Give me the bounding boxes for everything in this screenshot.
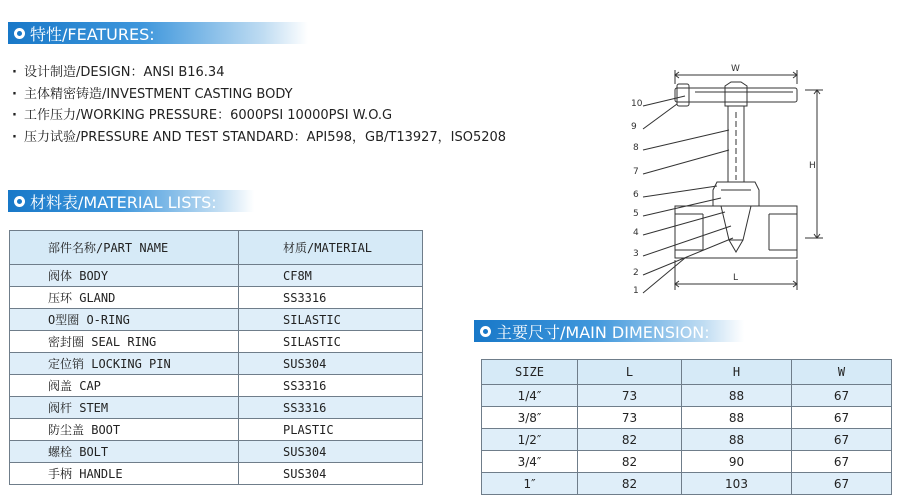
l-cell: 73	[578, 407, 682, 429]
features-title: 特性/FEATURES:	[30, 24, 155, 44]
h-cell: 103	[682, 473, 792, 495]
table-row	[10, 265, 423, 287]
part-label: 1	[633, 286, 639, 296]
size-cell: 1/2″	[482, 429, 578, 451]
feature-item: · 工作压力/WORKING PRESSURE：6000PSI 10000PSI W.O.G	[12, 105, 506, 127]
l-cell: 82	[578, 473, 682, 495]
material-cell: SS3316	[239, 397, 423, 419]
features-list	[12, 62, 506, 148]
bonnet	[713, 182, 759, 206]
part-name-cell: 阀体 BODY	[10, 265, 239, 287]
table-row	[10, 463, 423, 485]
w-header: W	[792, 360, 892, 385]
w-cell: 67	[792, 451, 892, 473]
material-cell: SILASTIC	[239, 309, 423, 331]
part-name-cell: 阀杆 STEM	[10, 397, 239, 419]
size-cell: 3/8″	[482, 407, 578, 429]
w-cell: 67	[792, 385, 892, 407]
size-cell: 3/4″	[482, 451, 578, 473]
h-cell: 88	[682, 429, 792, 451]
material-section-header	[8, 190, 254, 212]
material-cell: SUS304	[239, 463, 423, 485]
w-dimension-label: W	[731, 64, 740, 74]
material-cell: SILASTIC	[239, 331, 423, 353]
feature-item: · 压力试验/PRESSURE AND TEST STANDARD：API598，GB/T13927，ISO5208	[12, 127, 506, 149]
table-row	[482, 451, 892, 473]
needle-valve-drawing	[625, 62, 830, 302]
material-cell: CF8M	[239, 265, 423, 287]
table-row	[10, 397, 423, 419]
material-header: 材质/MATERIAL	[239, 231, 423, 265]
table-row	[482, 473, 892, 495]
size-cell: 1″	[482, 473, 578, 495]
w-cell: 67	[792, 473, 892, 495]
part-name-cell: O型圈 O-RING	[10, 309, 239, 331]
material-cell: SUS304	[239, 353, 423, 375]
table-row	[10, 353, 423, 375]
l-header: L	[578, 360, 682, 385]
dimension-section-header	[474, 320, 744, 342]
part-label: 9	[631, 122, 637, 132]
part-name-cell: 密封圈 SEAL RING	[10, 331, 239, 353]
part-label: 6	[633, 190, 639, 200]
w-cell: 67	[792, 407, 892, 429]
part-label: 2	[633, 268, 639, 278]
part-label: 7	[633, 167, 639, 177]
w-cell: 67	[792, 429, 892, 451]
part-name-header: 部件名称/PART NAME	[10, 231, 239, 265]
table-row	[482, 407, 892, 429]
part-name-cell: 阀盖 CAP	[10, 375, 239, 397]
l-cell: 82	[578, 451, 682, 473]
table-row	[10, 441, 423, 463]
feature-item: · 主体精密铸造/INVESTMENT CASTING BODY	[12, 84, 506, 106]
part-label: 3	[633, 249, 639, 259]
part-name-cell: 压环 GLAND	[10, 287, 239, 309]
part-label: 4	[633, 228, 639, 238]
l-cell: 82	[578, 429, 682, 451]
size-cell: 1/4″	[482, 385, 578, 407]
h-cell: 88	[682, 407, 792, 429]
bullet-icon	[14, 196, 25, 207]
part-label: 10	[631, 99, 643, 109]
l-dimension-label: L	[733, 273, 739, 283]
part-name-cell: 定位销 LOCKING PIN	[10, 353, 239, 375]
material-title: 材料表/MATERIAL LISTS:	[30, 192, 217, 212]
dimension-table	[481, 359, 892, 495]
table-row	[10, 419, 423, 441]
dimension-header-row	[482, 360, 892, 385]
l-cell: 73	[578, 385, 682, 407]
bullet-icon	[14, 28, 25, 39]
material-header-row	[10, 231, 423, 265]
features-section-header	[8, 22, 308, 44]
material-cell: SS3316	[239, 287, 423, 309]
part-label: 5	[633, 209, 639, 219]
material-cell: SUS304	[239, 441, 423, 463]
dimension-title: 主要尺寸/MAIN DIMENSION:	[496, 322, 710, 342]
material-table	[9, 230, 423, 485]
h-cell: 90	[682, 451, 792, 473]
table-row	[482, 385, 892, 407]
part-label: 8	[633, 143, 639, 153]
table-row	[10, 331, 423, 353]
part-name-cell: 螺栓 BOLT	[10, 441, 239, 463]
table-row	[10, 375, 423, 397]
bullet-icon	[480, 326, 491, 337]
material-cell: SS3316	[239, 375, 423, 397]
part-name-cell: 手柄 HANDLE	[10, 463, 239, 485]
h-dimension-label: H	[809, 161, 816, 171]
table-row	[482, 429, 892, 451]
feature-item: · 设计制造/DESIGN：ANSI B16.34	[12, 62, 506, 84]
h-header: H	[682, 360, 792, 385]
material-cell: PLASTIC	[239, 419, 423, 441]
part-name-cell: 防尘盖 BOOT	[10, 419, 239, 441]
table-row	[10, 287, 423, 309]
handle	[675, 88, 797, 102]
size-header: SIZE	[482, 360, 578, 385]
table-row	[10, 309, 423, 331]
h-cell: 88	[682, 385, 792, 407]
